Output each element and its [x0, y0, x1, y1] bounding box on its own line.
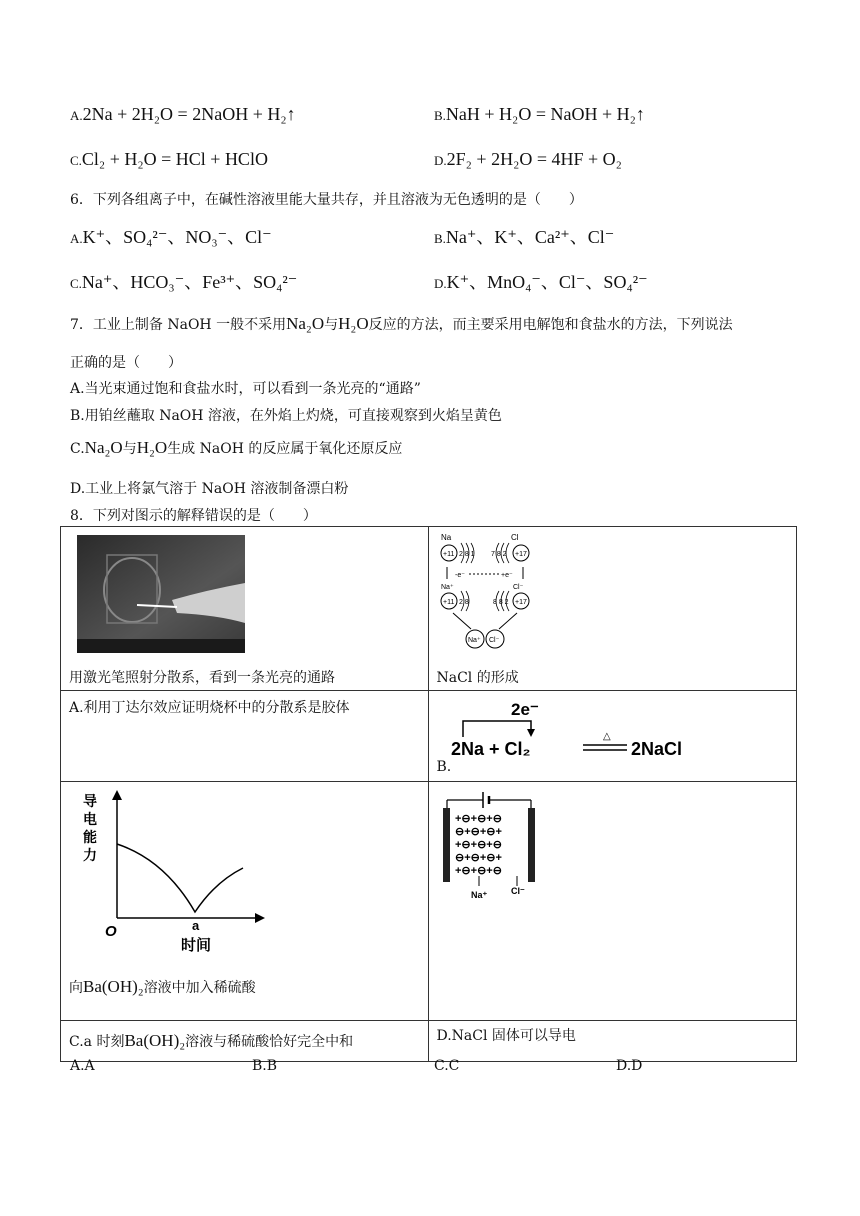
q5-option-b-label: B.: [434, 108, 446, 123]
y-axis-label-1: 导: [83, 793, 97, 809]
q8-answer-a[interactable]: A.A: [70, 1058, 95, 1074]
cell-a-explanation: [61, 691, 429, 782]
cell-d-explanation: [428, 1021, 797, 1062]
ion-row-4: ⊖+⊖+⊖+: [454, 852, 502, 864]
cell-a-figure: [61, 527, 429, 691]
q7-stem-and: 与: [324, 317, 339, 333]
cell-d-explain-text: D.NaCl 固体可以导电: [436, 1028, 576, 1044]
point-a-label: a: [192, 918, 200, 933]
q7-option-b[interactable]: B.用铂丝蘸取 NaOH 溶液，在外焰上灼烧，可直接观察到火焰呈黄色: [70, 408, 502, 424]
diag-na-ion-nucleus: +11: [442, 599, 454, 606]
q5-option-c-equation: Cl₂ + H₂O = HCl + HClO: [81, 149, 268, 169]
q6-option-a[interactable]: [70, 223, 272, 249]
q6-option-c-label: C.: [70, 276, 82, 291]
cell-c-caption-formula: Ba(OH)₂: [83, 977, 144, 996]
q7-option-d[interactable]: D.工业上将氯气溶于 NaOH 溶液制备漂白粉: [70, 481, 349, 497]
cell-a-explain-text: A.利用丁达尔效应证明烧杯中的分散系是胶体: [69, 700, 350, 716]
q5-option-d-label: D.: [434, 153, 447, 168]
cell-b-prefix: B.: [436, 759, 452, 775]
cl-ion-label: Cl⁻: [510, 886, 525, 896]
cell-c-caption-part1: 向: [69, 980, 83, 996]
q8-answer-d[interactable]: D.D: [616, 1058, 643, 1074]
diag-cl-ion-label: Cl⁻: [512, 584, 523, 591]
q7-option-c-label: C.: [70, 441, 85, 457]
q6-option-c[interactable]: [70, 268, 297, 294]
ion-row-5: +⊖+⊖+⊖: [454, 865, 502, 877]
q5-option-a[interactable]: [70, 104, 296, 125]
y-axis-label-4: 力: [83, 847, 97, 863]
q6-stem: 6．下列各组离子中，在碱性溶液里能大量共存，并且溶液为无色透明的是（ ）: [70, 192, 583, 208]
ion-row-3: +⊖+⊖+⊖: [454, 839, 502, 851]
diag-e-plus: +e⁻: [500, 572, 513, 579]
q7-stem-line2: 正确的是（ ）: [70, 355, 182, 371]
q7-stem-na2o: Na₂O: [286, 314, 325, 333]
diag-cl-label: Cl: [510, 533, 519, 542]
q5-option-c-label: C.: [70, 153, 82, 168]
q6-option-a-ions: K⁺、SO₄²⁻、NO₃⁻、Cl⁻: [82, 227, 272, 247]
cell-c-explain-part1: C.a 时刻: [69, 1034, 125, 1050]
ion-row-1: +⊖+⊖+⊖: [454, 813, 502, 825]
q8-stem: 8．下列对图示的解释错误的是（ ）: [70, 508, 317, 524]
diag-cl-ion-nucleus: +17: [514, 599, 527, 606]
diag-na-ion-shells: 2 8: [458, 599, 469, 606]
q7-option-c-text: 生成 NaOH 的反应属于氧化还原反应: [167, 441, 403, 457]
cell-b-explanation: [428, 691, 797, 782]
q6-option-d-ions: K⁺、MnO₄⁻、Cl⁻、SO₄²⁻: [446, 272, 648, 292]
q5-option-b[interactable]: [434, 104, 645, 125]
cell-c-explain-part2: 溶液与稀硫酸恰好完全中和: [185, 1034, 354, 1050]
q7-option-c-na2o: Na₂O: [84, 438, 123, 457]
x-axis-label: 时间: [181, 937, 212, 954]
equation-left: 2Na + Cl₂: [450, 739, 531, 759]
origin-label: O: [105, 923, 117, 940]
q7-option-c[interactable]: [70, 438, 402, 458]
equation-right: 2NaCl: [630, 739, 682, 759]
q5-option-d-equation: 2F₂ + 2H₂O = 4HF + O₂: [446, 149, 622, 169]
cell-c-explain: [69, 1031, 353, 1051]
diag-na-shells: 2 8 1: [458, 551, 475, 558]
q7-option-a[interactable]: A.当光束通过饱和食盐水时，可以看到一条光亮的“通路”: [70, 381, 421, 397]
cell-a-caption: 用激光笔照射分散系，看到一条光亮的通路: [69, 670, 335, 686]
y-axis-label-3: 能: [83, 829, 97, 845]
diag-e-minus: -e⁻: [454, 572, 465, 579]
q8-figure-table: [60, 526, 797, 1062]
q7-option-c-and: 与: [122, 441, 137, 457]
nacl-solid-electrodes: [439, 788, 549, 908]
q6-option-b[interactable]: [434, 223, 614, 249]
ion-row-2: ⊖+⊖+⊖+: [454, 826, 502, 838]
diag-cl-shells: 7 8 2: [490, 551, 507, 558]
q5-option-a-equation: 2Na + 2H₂O = 2NaOH + H₂↑: [82, 104, 296, 124]
q6-option-d[interactable]: [434, 268, 648, 294]
q5-option-d[interactable]: [434, 149, 622, 170]
cell-b-equation: [451, 699, 691, 769]
q6-option-d-label: D.: [434, 276, 447, 291]
q5-option-a-label: A.: [70, 108, 83, 123]
q8-answer-b[interactable]: B.B: [252, 1058, 278, 1074]
diag-cl-nucleus: +17: [514, 551, 527, 558]
cell-c-explanation: [61, 1021, 429, 1062]
nacl-formation-diagram: [435, 531, 545, 659]
q8-answer-c[interactable]: C.C: [434, 1058, 460, 1074]
cell-b-caption: NaCl 的形成: [436, 670, 519, 686]
cell-b-figure: [428, 527, 797, 691]
diag-na-label: Na: [440, 533, 451, 542]
diag-na-ion-label: Na⁺: [440, 584, 454, 591]
diag-na-nucleus: +11: [442, 551, 454, 558]
q6-option-b-ions: Na⁺、K⁺、Ca²⁺、Cl⁻: [445, 227, 615, 247]
laser-photo: [77, 535, 245, 653]
cell-c-caption-part2: 溶液中加入稀硫酸: [143, 980, 256, 996]
cell-c-figure: [61, 782, 429, 1021]
q7-stem-part1: 7．工业上制备 NaOH 一般不采用: [70, 317, 287, 333]
q6-option-b-label: B.: [434, 231, 446, 246]
electron-count: 2e⁻: [510, 700, 539, 719]
na-ion-label: Na⁺: [470, 890, 487, 900]
diag-product-cl: Cl⁻: [488, 637, 499, 644]
diag-product-na: Na⁺: [467, 637, 481, 644]
q7-stem-part2: 反应的方法，而主要采用电解饱和食盐水的方法，下列说法: [368, 317, 733, 333]
q5-option-c[interactable]: [70, 149, 268, 170]
q5-option-b-equation: NaH + H₂O = NaOH + H₂↑: [445, 104, 645, 124]
cell-c-caption: [69, 977, 256, 997]
diag-cl-ion-shells: 8 8 2: [492, 599, 509, 606]
conductivity-graph: [65, 786, 285, 966]
cell-c-explain-formula: Ba(OH)₂: [124, 1031, 186, 1050]
cell-d-figure: [428, 782, 797, 1021]
y-axis-label-2: 电: [83, 811, 97, 827]
q7-stem-line1: [70, 314, 733, 334]
q7-stem-h2o: H₂O: [338, 314, 369, 333]
q7-option-c-h2o: H₂O: [136, 438, 168, 457]
q6-option-c-ions: Na⁺、HCO₃⁻、Fe³⁺、SO₄²⁻: [81, 272, 298, 292]
q6-option-a-label: A.: [70, 231, 83, 246]
heat-symbol: △: [602, 731, 611, 742]
